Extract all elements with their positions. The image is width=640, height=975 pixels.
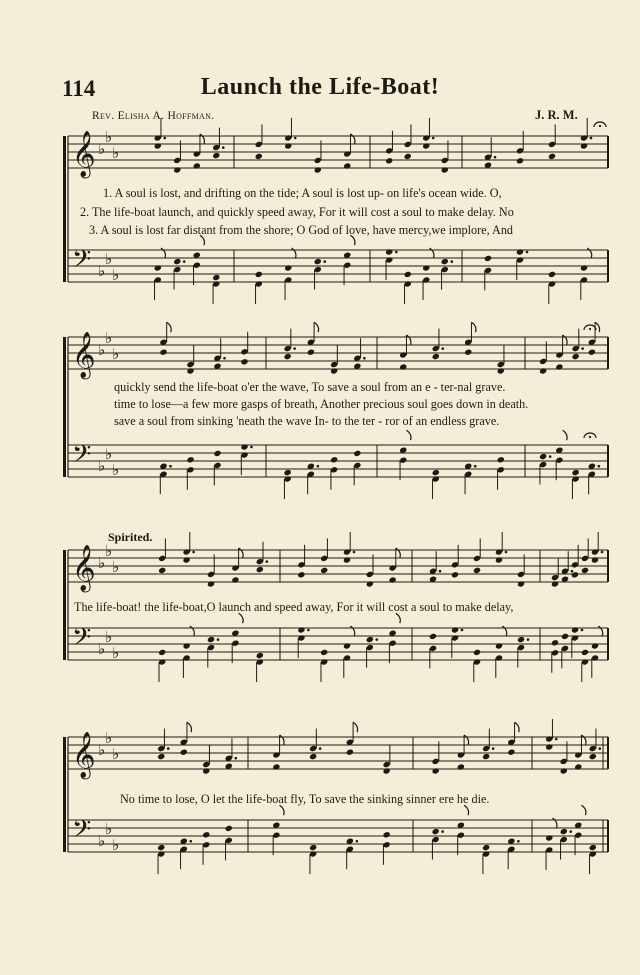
note-head: [309, 844, 317, 851]
flat-sign: ♭: [105, 628, 113, 646]
note-head: [429, 633, 437, 640]
dot: [192, 551, 195, 554]
note-head: [314, 258, 322, 265]
flat-sign: ♭: [105, 729, 113, 747]
note-flag: [406, 430, 411, 440]
dot: [555, 738, 558, 741]
dot: [319, 747, 322, 750]
dot: [294, 137, 297, 140]
note-flag: [280, 805, 285, 815]
dot: [494, 156, 497, 159]
note-head: [320, 649, 328, 656]
note-head: [574, 763, 582, 770]
note-head: [366, 636, 374, 643]
lyric-line: The life-boat! the life-boat,O launch and speed away, For it will cost a soul to make delay,: [74, 600, 514, 614]
note-flag: [314, 322, 319, 332]
note-head: [581, 649, 589, 656]
flat-sign: ♭: [98, 640, 106, 658]
flat-sign: ♭: [98, 741, 106, 759]
note-head: [330, 367, 338, 374]
note-head: [309, 753, 317, 760]
dot: [581, 629, 584, 632]
note-flag: [464, 805, 469, 815]
note-head: [157, 844, 165, 851]
note-head: [473, 567, 481, 574]
note-head: [297, 626, 305, 633]
note-head: [256, 652, 264, 659]
dot: [598, 465, 601, 468]
note-head: [545, 743, 553, 750]
flat-sign: ♭: [98, 262, 106, 280]
flat-sign: ♭: [112, 345, 120, 363]
note-head: [422, 142, 430, 149]
note-flag: [587, 248, 592, 258]
dot: [441, 830, 444, 833]
note-flag: [581, 735, 586, 745]
fermata-dot: [589, 436, 591, 438]
note-head: [383, 831, 391, 838]
note-head: [516, 248, 524, 255]
music-credit: J. R. M.: [535, 108, 578, 122]
note-head: [320, 567, 328, 574]
hymn-title: Launch the Life-Boat!: [200, 74, 440, 100]
note-head: [432, 469, 440, 476]
note-flag: [563, 335, 568, 345]
note-flag: [161, 248, 166, 258]
note-head: [284, 469, 292, 476]
dot: [266, 560, 269, 563]
note-head: [207, 580, 215, 587]
flat-sign: ♭: [112, 144, 120, 162]
dot: [492, 747, 495, 750]
bass-clef: 𝄢: [72, 815, 92, 850]
note-flag: [502, 626, 507, 636]
note-flag: [406, 335, 411, 345]
note-head: [457, 763, 465, 770]
note-head: [539, 367, 547, 374]
treble-clef: 𝄞: [72, 545, 96, 591]
note-head: [560, 828, 568, 835]
system-brace: [63, 550, 66, 660]
note-flag: [464, 735, 469, 745]
dot: [526, 251, 529, 254]
bass-clef: 𝄢: [72, 245, 92, 280]
dot: [163, 137, 166, 140]
note-head: [571, 626, 579, 633]
note-head: [154, 142, 162, 149]
dot: [376, 638, 379, 641]
note-head: [422, 264, 430, 271]
note-head: [183, 642, 191, 649]
note-head: [497, 367, 505, 374]
note-head: [495, 556, 503, 563]
note-flag: [291, 248, 296, 258]
note-head: [231, 576, 239, 583]
note-flag: [353, 722, 358, 732]
lyric-line: 2. The life-boat launch, and quickly speed away, For it will cost a soul to make delay. No: [80, 205, 514, 219]
lyric-line: time to lose—a few more gasps of breath, Another precious soul goes down in death.: [114, 397, 529, 411]
note-head: [441, 166, 449, 173]
note-head: [330, 456, 338, 463]
dot: [474, 465, 477, 468]
dot: [250, 446, 253, 449]
dot: [183, 260, 186, 263]
note-head: [307, 349, 315, 356]
flat-sign: ♭: [112, 266, 120, 284]
note-head: [240, 443, 248, 450]
dot: [222, 146, 225, 149]
system-brace: [63, 136, 66, 282]
note-head: [580, 142, 588, 149]
note-flag: [552, 818, 557, 828]
flat-sign: ♭: [112, 558, 120, 576]
dot: [569, 830, 572, 833]
treble-clef: 𝄞: [72, 732, 96, 778]
dot: [323, 260, 326, 263]
note-head: [212, 274, 220, 281]
dot: [549, 455, 552, 458]
dot: [505, 551, 508, 554]
dot: [432, 137, 435, 140]
bass-clef: 𝄢: [72, 440, 92, 475]
note-head: [399, 363, 407, 370]
note-head: [517, 636, 525, 643]
note-head: [591, 556, 599, 563]
flat-sign: ♭: [98, 457, 106, 475]
note-head: [353, 450, 361, 457]
flat-sign: ♭: [105, 542, 113, 560]
dot: [234, 757, 237, 760]
dot: [439, 570, 442, 573]
note-head: [561, 633, 569, 640]
dot: [223, 357, 226, 360]
note-head: [346, 749, 354, 756]
note-head: [464, 349, 472, 356]
note-head: [497, 456, 505, 463]
note-flag: [396, 548, 401, 558]
note-head: [555, 363, 563, 370]
note-head: [572, 469, 580, 476]
note-head: [180, 749, 188, 756]
lyric-line: 3. A soul is lost far distant from the shore; O God of love, have mercy,we implore, And: [89, 223, 514, 237]
dot: [395, 251, 398, 254]
note-head: [240, 358, 248, 365]
note-head: [183, 556, 191, 563]
dot: [517, 840, 520, 843]
dot: [601, 551, 604, 554]
note-head: [255, 271, 263, 278]
note-head: [580, 264, 588, 271]
words-credit: Rev. Elisha A. Hoffman.: [92, 110, 215, 122]
dot: [353, 551, 356, 554]
note-head: [284, 353, 292, 360]
note-flag: [350, 134, 355, 144]
note-head: [432, 353, 440, 360]
note-flag: [350, 626, 355, 636]
note-head: [432, 828, 440, 835]
flat-sign: ♭: [112, 644, 120, 662]
dot: [571, 570, 574, 573]
note-flag: [239, 613, 244, 623]
note-head: [589, 844, 597, 851]
note-head: [343, 162, 351, 169]
note-head: [560, 767, 568, 774]
note-flag: [167, 322, 172, 332]
dot: [598, 747, 601, 750]
dot: [307, 629, 310, 632]
flat-sign: ♭: [105, 445, 113, 463]
note-head: [507, 749, 515, 756]
note-head: [385, 157, 393, 164]
note-flag: [581, 805, 586, 815]
tempo-marking: Spirited.: [108, 530, 153, 544]
note-head: [389, 576, 397, 583]
note-head: [473, 649, 481, 656]
dot: [167, 747, 170, 750]
dot: [189, 840, 192, 843]
note-head: [588, 349, 596, 356]
dot: [450, 260, 453, 263]
note-head: [297, 571, 305, 578]
flat-sign: ♭: [98, 832, 106, 850]
note-head: [366, 580, 374, 587]
note-head: [441, 258, 449, 265]
dot: [441, 347, 444, 350]
dot: [581, 347, 584, 350]
note-flag: [239, 548, 244, 558]
flat-sign: ♭: [112, 836, 120, 854]
note-head: [591, 642, 599, 649]
dot: [293, 347, 296, 350]
fermata-dot: [599, 125, 601, 127]
note-head: [404, 153, 412, 160]
note-head: [548, 153, 556, 160]
note-head: [482, 844, 490, 851]
lyric-line: No time to lose, O let the life-boat fly, To save the sinking sinner ere he die.: [120, 792, 490, 806]
flat-sign: ♭: [98, 140, 106, 158]
note-flag: [187, 722, 192, 732]
flat-sign: ♭: [98, 554, 106, 572]
note-flag: [429, 248, 434, 258]
note-head: [202, 767, 210, 774]
note-head: [256, 566, 264, 573]
note-head: [173, 166, 181, 173]
note-head: [551, 639, 559, 646]
note-head: [202, 831, 210, 838]
note-head: [343, 642, 351, 649]
dot: [461, 629, 464, 632]
note-head: [539, 453, 547, 460]
note-head: [173, 258, 181, 265]
note-head: [451, 626, 459, 633]
dot: [217, 638, 220, 641]
note-head: [158, 567, 166, 574]
dot: [363, 357, 366, 360]
note-flag: [563, 430, 568, 440]
note-head: [548, 271, 556, 278]
note-head: [212, 152, 220, 159]
dot: [527, 638, 530, 641]
flat-sign: ♭: [105, 329, 113, 347]
dot: [317, 465, 320, 468]
lyric-line: save a soul from sinking 'neath the wave In- to the ter - ror of an endless grave.: [114, 414, 500, 428]
fermata-dot: [589, 328, 591, 330]
note-head: [154, 264, 162, 271]
treble-clef: 𝄞: [72, 332, 96, 378]
page-number: 114: [62, 76, 96, 101]
note-head: [545, 834, 553, 841]
dot: [590, 137, 593, 140]
note-head: [158, 649, 166, 656]
system-brace: [63, 737, 66, 852]
note-head: [383, 767, 391, 774]
note-head: [284, 264, 292, 271]
note-head: [432, 767, 440, 774]
note-head: [495, 642, 503, 649]
note-head: [404, 271, 412, 278]
flat-sign: ♭: [105, 820, 113, 838]
note-head: [551, 580, 559, 587]
note-flag: [280, 735, 285, 745]
note-head: [186, 367, 194, 374]
note-flag: [471, 322, 476, 332]
note-head: [589, 753, 597, 760]
lyric-line: 1. A soul is lost, and drifting on the tide; A soul is lost up- on life's ocean wide. O,: [103, 186, 502, 200]
note-flag: [396, 613, 401, 623]
flat-sign: ♭: [112, 745, 120, 763]
note-head: [516, 157, 524, 164]
note-head: [482, 753, 490, 760]
flat-sign: ♭: [105, 128, 113, 146]
note-head: [157, 753, 165, 760]
lyric-line: quickly send the life-boat o'er the wave, To save a soul from an e - ter-nal grave.: [114, 380, 506, 394]
flat-sign: ♭: [98, 341, 106, 359]
note-head: [343, 556, 351, 563]
note-flag: [598, 626, 603, 636]
note-head: [159, 349, 167, 356]
flat-sign: ♭: [105, 250, 113, 268]
system-brace: [63, 337, 66, 477]
dot: [356, 840, 359, 843]
note-head: [284, 142, 292, 149]
note-head: [225, 825, 233, 832]
note-head: [484, 255, 492, 262]
note-head: [255, 153, 263, 160]
flat-sign: ♭: [112, 461, 120, 479]
note-flag: [515, 722, 520, 732]
note-head: [186, 456, 194, 463]
note-head: [272, 763, 280, 770]
dot: [169, 465, 172, 468]
note-head: [314, 166, 322, 173]
note-head: [517, 580, 525, 587]
bass-clef: 𝄢: [72, 623, 92, 658]
note-head: [213, 450, 221, 457]
treble-clef: 𝄞: [72, 131, 96, 177]
note-flag: [190, 626, 195, 636]
note-head: [581, 567, 589, 574]
note-head: [207, 636, 215, 643]
note-head: [572, 353, 580, 360]
note-flag: [595, 322, 600, 332]
note-flag: [200, 134, 205, 144]
note-head: [193, 162, 201, 169]
note-head: [385, 248, 393, 255]
note-head: [451, 571, 459, 578]
